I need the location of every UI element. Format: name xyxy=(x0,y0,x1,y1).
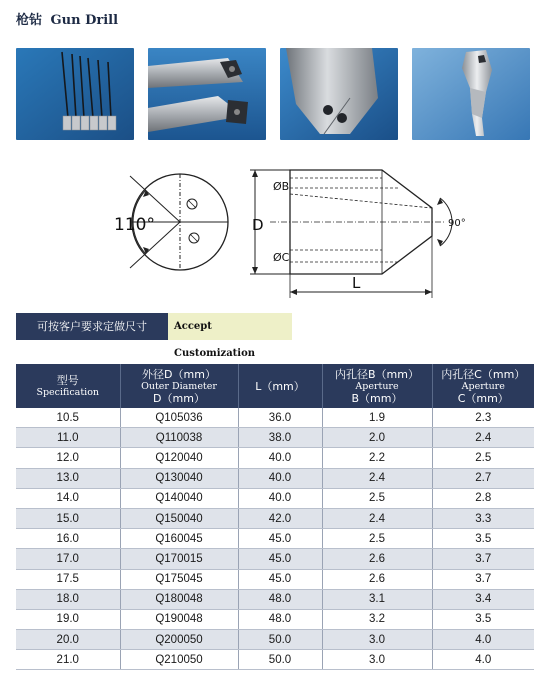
page-title-cn: 枪钻 xyxy=(16,13,43,28)
cell-specification: 12.0 xyxy=(16,448,120,468)
cell-aperture-b: 2.2 xyxy=(322,448,432,468)
table-row xyxy=(16,650,534,670)
cell-outer-diameter: Q175045 xyxy=(120,569,238,589)
cell-specification: 11.0 xyxy=(16,428,120,448)
cell-specification: 14.0 xyxy=(16,488,120,508)
header-outer-diameter: 外径D（mm） Outer Diameter D（mm） xyxy=(120,364,238,408)
cell-aperture-b: 3.0 xyxy=(322,630,432,650)
cell-outer-diameter: Q210050 xyxy=(120,650,238,670)
cell-outer-diameter: Q170015 xyxy=(120,549,238,569)
cell-aperture-c: 3.5 xyxy=(432,609,534,629)
cell-aperture-c: 3.7 xyxy=(432,549,534,569)
cell-aperture-b: 3.2 xyxy=(322,609,432,629)
cell-aperture-b: 2.5 xyxy=(322,488,432,508)
table-row xyxy=(16,609,534,629)
cell-length: 45.0 xyxy=(238,569,322,589)
cell-outer-diameter: Q130040 xyxy=(120,468,238,488)
table-header-row xyxy=(16,364,534,408)
cell-aperture-b: 3.0 xyxy=(322,650,432,670)
label-d: D xyxy=(252,216,264,234)
cell-specification: 15.0 xyxy=(16,508,120,528)
table-row xyxy=(16,549,534,569)
table-row xyxy=(16,448,534,468)
cell-length: 45.0 xyxy=(238,549,322,569)
cell-length: 36.0 xyxy=(238,408,322,428)
cell-aperture-c: 4.0 xyxy=(432,630,534,650)
cell-aperture-c: 2.5 xyxy=(432,448,534,468)
customization-banner xyxy=(16,313,292,359)
technical-drawing xyxy=(100,150,470,300)
header-aperture-c: 内孔径C（mm） Aperture C（mm） xyxy=(432,364,534,408)
cell-aperture-b: 3.1 xyxy=(322,589,432,609)
cell-outer-diameter: Q190048 xyxy=(120,609,238,629)
angle-right-label: 90° xyxy=(448,218,466,229)
table-row xyxy=(16,508,534,528)
header-specification: 型号 Specification xyxy=(16,364,120,408)
cell-length: 40.0 xyxy=(238,448,322,468)
spec-table xyxy=(16,364,534,670)
cell-length: 48.0 xyxy=(238,589,322,609)
cell-length: 48.0 xyxy=(238,609,322,629)
cell-length: 50.0 xyxy=(238,630,322,650)
cell-outer-diameter: Q160045 xyxy=(120,529,238,549)
cell-aperture-b: 2.4 xyxy=(322,468,432,488)
gun-drill-photo-bundle xyxy=(16,48,134,140)
cell-specification: 10.5 xyxy=(16,408,120,428)
cell-specification: 20.0 xyxy=(16,630,120,650)
gun-drill-photo-tip xyxy=(280,48,398,140)
cell-aperture-c: 4.0 xyxy=(432,650,534,670)
cell-outer-diameter: Q110038 xyxy=(120,428,238,448)
cell-aperture-b: 2.4 xyxy=(322,508,432,528)
customization-text-cn: 可按客户要求定做尺寸 xyxy=(16,313,168,340)
table-row xyxy=(16,569,534,589)
cell-aperture-c: 2.3 xyxy=(432,408,534,428)
table-row xyxy=(16,428,534,448)
cell-aperture-c: 3.7 xyxy=(432,569,534,589)
cell-specification: 19.0 xyxy=(16,609,120,629)
cell-outer-diameter: Q150040 xyxy=(120,508,238,528)
cell-outer-diameter: Q200050 xyxy=(120,630,238,650)
cell-specification: 13.0 xyxy=(16,468,120,488)
cell-length: 38.0 xyxy=(238,428,322,448)
cell-aperture-c: 2.4 xyxy=(432,428,534,448)
cell-length: 40.0 xyxy=(238,488,322,508)
cell-aperture-c: 2.7 xyxy=(432,468,534,488)
cell-specification: 16.0 xyxy=(16,529,120,549)
cell-aperture-b: 2.5 xyxy=(322,529,432,549)
gun-drill-photo-insert xyxy=(148,48,266,140)
cell-aperture-c: 3.3 xyxy=(432,508,534,528)
cell-outer-diameter: Q180048 xyxy=(120,589,238,609)
table-row xyxy=(16,529,534,549)
label-c: ØC xyxy=(273,251,290,264)
cell-outer-diameter: Q105036 xyxy=(120,408,238,428)
label-l: L xyxy=(352,274,361,292)
cell-length: 50.0 xyxy=(238,650,322,670)
table-row xyxy=(16,408,534,428)
cell-specification: 18.0 xyxy=(16,589,120,609)
cell-aperture-b: 2.0 xyxy=(322,428,432,448)
cell-length: 42.0 xyxy=(238,508,322,528)
table-row xyxy=(16,589,534,609)
customization-text-en: Accept Customization xyxy=(174,321,256,359)
cell-aperture-b: 1.9 xyxy=(322,408,432,428)
table-row xyxy=(16,630,534,650)
cell-specification: 17.5 xyxy=(16,569,120,589)
cell-specification: 17.0 xyxy=(16,549,120,569)
cell-outer-diameter: Q120040 xyxy=(120,448,238,468)
cell-aperture-b: 2.6 xyxy=(322,549,432,569)
cell-length: 45.0 xyxy=(238,529,322,549)
page-title xyxy=(16,9,118,28)
header-length: L（mm） xyxy=(238,364,322,408)
gun-drill-photo-flute xyxy=(412,48,530,140)
cell-outer-diameter: Q140040 xyxy=(120,488,238,508)
cell-aperture-b: 2.6 xyxy=(322,569,432,589)
label-b: ØB xyxy=(273,180,290,193)
header-aperture-b: 内孔径B（mm） Aperture B（mm） xyxy=(322,364,432,408)
cell-aperture-c: 2.8 xyxy=(432,488,534,508)
cell-aperture-c: 3.5 xyxy=(432,529,534,549)
cell-aperture-c: 3.4 xyxy=(432,589,534,609)
table-row xyxy=(16,488,534,508)
table-row xyxy=(16,468,534,488)
cell-specification: 21.0 xyxy=(16,650,120,670)
angle-left-label: 110° xyxy=(114,215,155,235)
cell-length: 40.0 xyxy=(238,468,322,488)
page-title-en: Gun Drill xyxy=(50,13,119,28)
